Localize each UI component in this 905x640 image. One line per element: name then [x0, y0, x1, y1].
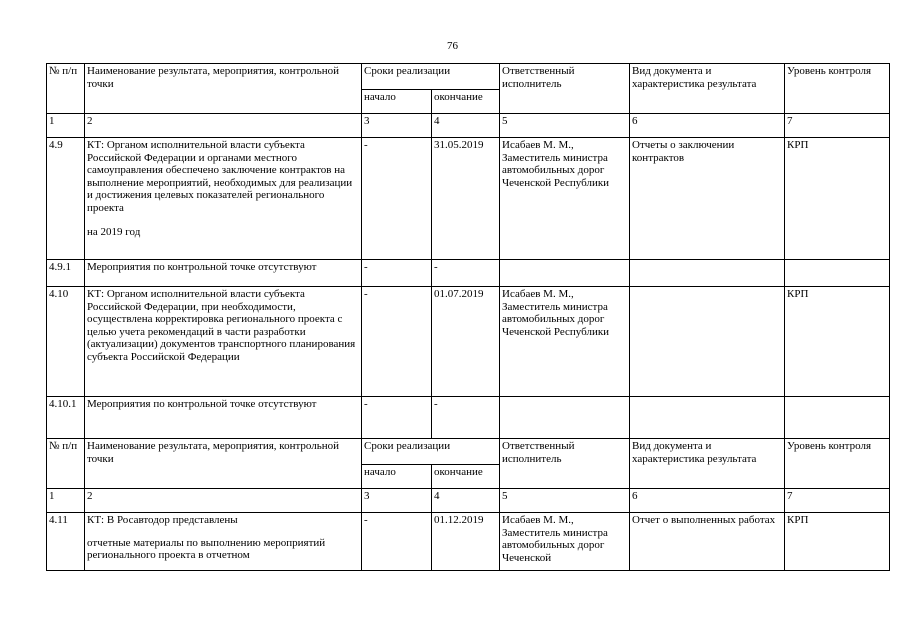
column-number: 6	[630, 114, 785, 138]
row-doc-type: Отчет о выполненных работах	[630, 513, 785, 571]
row-num: 4.9.1	[47, 260, 85, 287]
row-responsible: Исабаев М. М., Заместитель министра автомобильных дорог Чеченской Республики	[500, 287, 630, 397]
row-name: КТ: Органом исполнительной власти субъекта Российской Федерации, при необходимости, осуществлена корректировка регионального проекта с целью учета рекомендаций в части разработки (актуализации) документов транспортного планирования субъекта Российской Федерации	[85, 287, 362, 397]
row-end: 01.07.2019	[432, 287, 500, 397]
column-number: 5	[500, 114, 630, 138]
row-level	[785, 260, 890, 287]
header-responsible: Ответственный исполнитель	[500, 64, 630, 114]
row-name: Мероприятия по контрольной точке отсутствуют	[85, 397, 362, 439]
row-doc-type	[630, 260, 785, 287]
column-number: 1	[47, 114, 85, 138]
row-start: -	[362, 397, 432, 439]
header-level: Уровень контроля	[785, 64, 890, 114]
row-name	[85, 138, 362, 260]
column-number: 4	[432, 489, 500, 513]
header-start: начало	[362, 465, 432, 489]
row-start: -	[362, 287, 432, 397]
column-numbers-row	[47, 114, 890, 138]
column-number: 3	[362, 114, 432, 138]
control-points-table	[46, 63, 890, 571]
table-row	[47, 397, 890, 439]
row-name-extra: на 2019 год	[87, 226, 141, 238]
header-num: № п/п	[47, 439, 85, 489]
table-row	[47, 513, 890, 571]
row-end: 31.05.2019	[432, 138, 500, 260]
table-header-row	[47, 64, 890, 90]
column-number: 5	[500, 489, 630, 513]
row-num: 4.9	[47, 138, 85, 260]
header-doc-type: Вид документа и характеристика результата	[630, 64, 785, 114]
table-header-row	[47, 439, 890, 465]
header-terms: Сроки реализации	[362, 439, 500, 465]
row-name-text: КТ: В Росавтодор представлены	[87, 514, 238, 526]
row-doc-type: Отчеты о заключении контрактов	[630, 138, 785, 260]
column-number: 3	[362, 489, 432, 513]
column-number: 7	[785, 114, 890, 138]
column-numbers-row	[47, 489, 890, 513]
row-name	[85, 513, 362, 571]
row-level: КРП	[785, 287, 890, 397]
table-row	[47, 260, 890, 287]
row-name: Мероприятия по контрольной точке отсутствуют	[85, 260, 362, 287]
header-responsible: Ответственный исполнитель	[500, 439, 630, 489]
row-level: КРП	[785, 513, 890, 571]
row-responsible	[500, 397, 630, 439]
row-start: -	[362, 138, 432, 260]
header-doc-type: Вид документа и характеристика результата	[630, 439, 785, 489]
header-terms: Сроки реализации	[362, 64, 500, 90]
row-num: 4.11	[47, 513, 85, 571]
page-number: 76	[447, 40, 458, 52]
row-level: КРП	[785, 138, 890, 260]
row-end: 01.12.2019	[432, 513, 500, 571]
row-doc-type	[630, 397, 785, 439]
header-name: Наименование результата, мероприятия, контрольной точки	[85, 439, 362, 489]
row-start: -	[362, 513, 432, 571]
column-number: 7	[785, 489, 890, 513]
table-row	[47, 287, 890, 397]
row-responsible: Исабаев М. М., Заместитель министра автомобильных дорог Чеченской Республики	[500, 138, 630, 260]
row-start: -	[362, 260, 432, 287]
column-number: 2	[85, 489, 362, 513]
row-num: 4.10	[47, 287, 85, 397]
header-end: окончание	[432, 90, 500, 114]
row-name-text: КТ: Органом исполнительной власти субъекта Российской Федерации и органами местного самоуправления обеспечено заключение контрактов на выполнение мероприятий, необходимых для реализации и достижения целевых показателей регионального проекта	[87, 139, 353, 214]
column-number: 4	[432, 114, 500, 138]
header-start: начало	[362, 90, 432, 114]
row-end: -	[432, 397, 500, 439]
row-name-extra: отчетные материалы по выполнению мероприятий регионального проекта в отчетном	[87, 536, 326, 561]
header-level: Уровень контроля	[785, 439, 890, 489]
column-number: 6	[630, 489, 785, 513]
header-name: Наименование результата, мероприятия, контрольной точки	[85, 64, 362, 114]
row-num: 4.10.1	[47, 397, 85, 439]
row-level	[785, 397, 890, 439]
row-responsible	[500, 260, 630, 287]
row-responsible: Исабаев М. М., Заместитель министра автомобильных дорог Чеченской	[500, 513, 630, 571]
row-end: -	[432, 260, 500, 287]
header-end: окончание	[432, 465, 500, 489]
column-number: 1	[47, 489, 85, 513]
table-row	[47, 138, 890, 260]
column-number: 2	[85, 114, 362, 138]
header-num: № п/п	[47, 64, 85, 114]
row-doc-type	[630, 287, 785, 397]
